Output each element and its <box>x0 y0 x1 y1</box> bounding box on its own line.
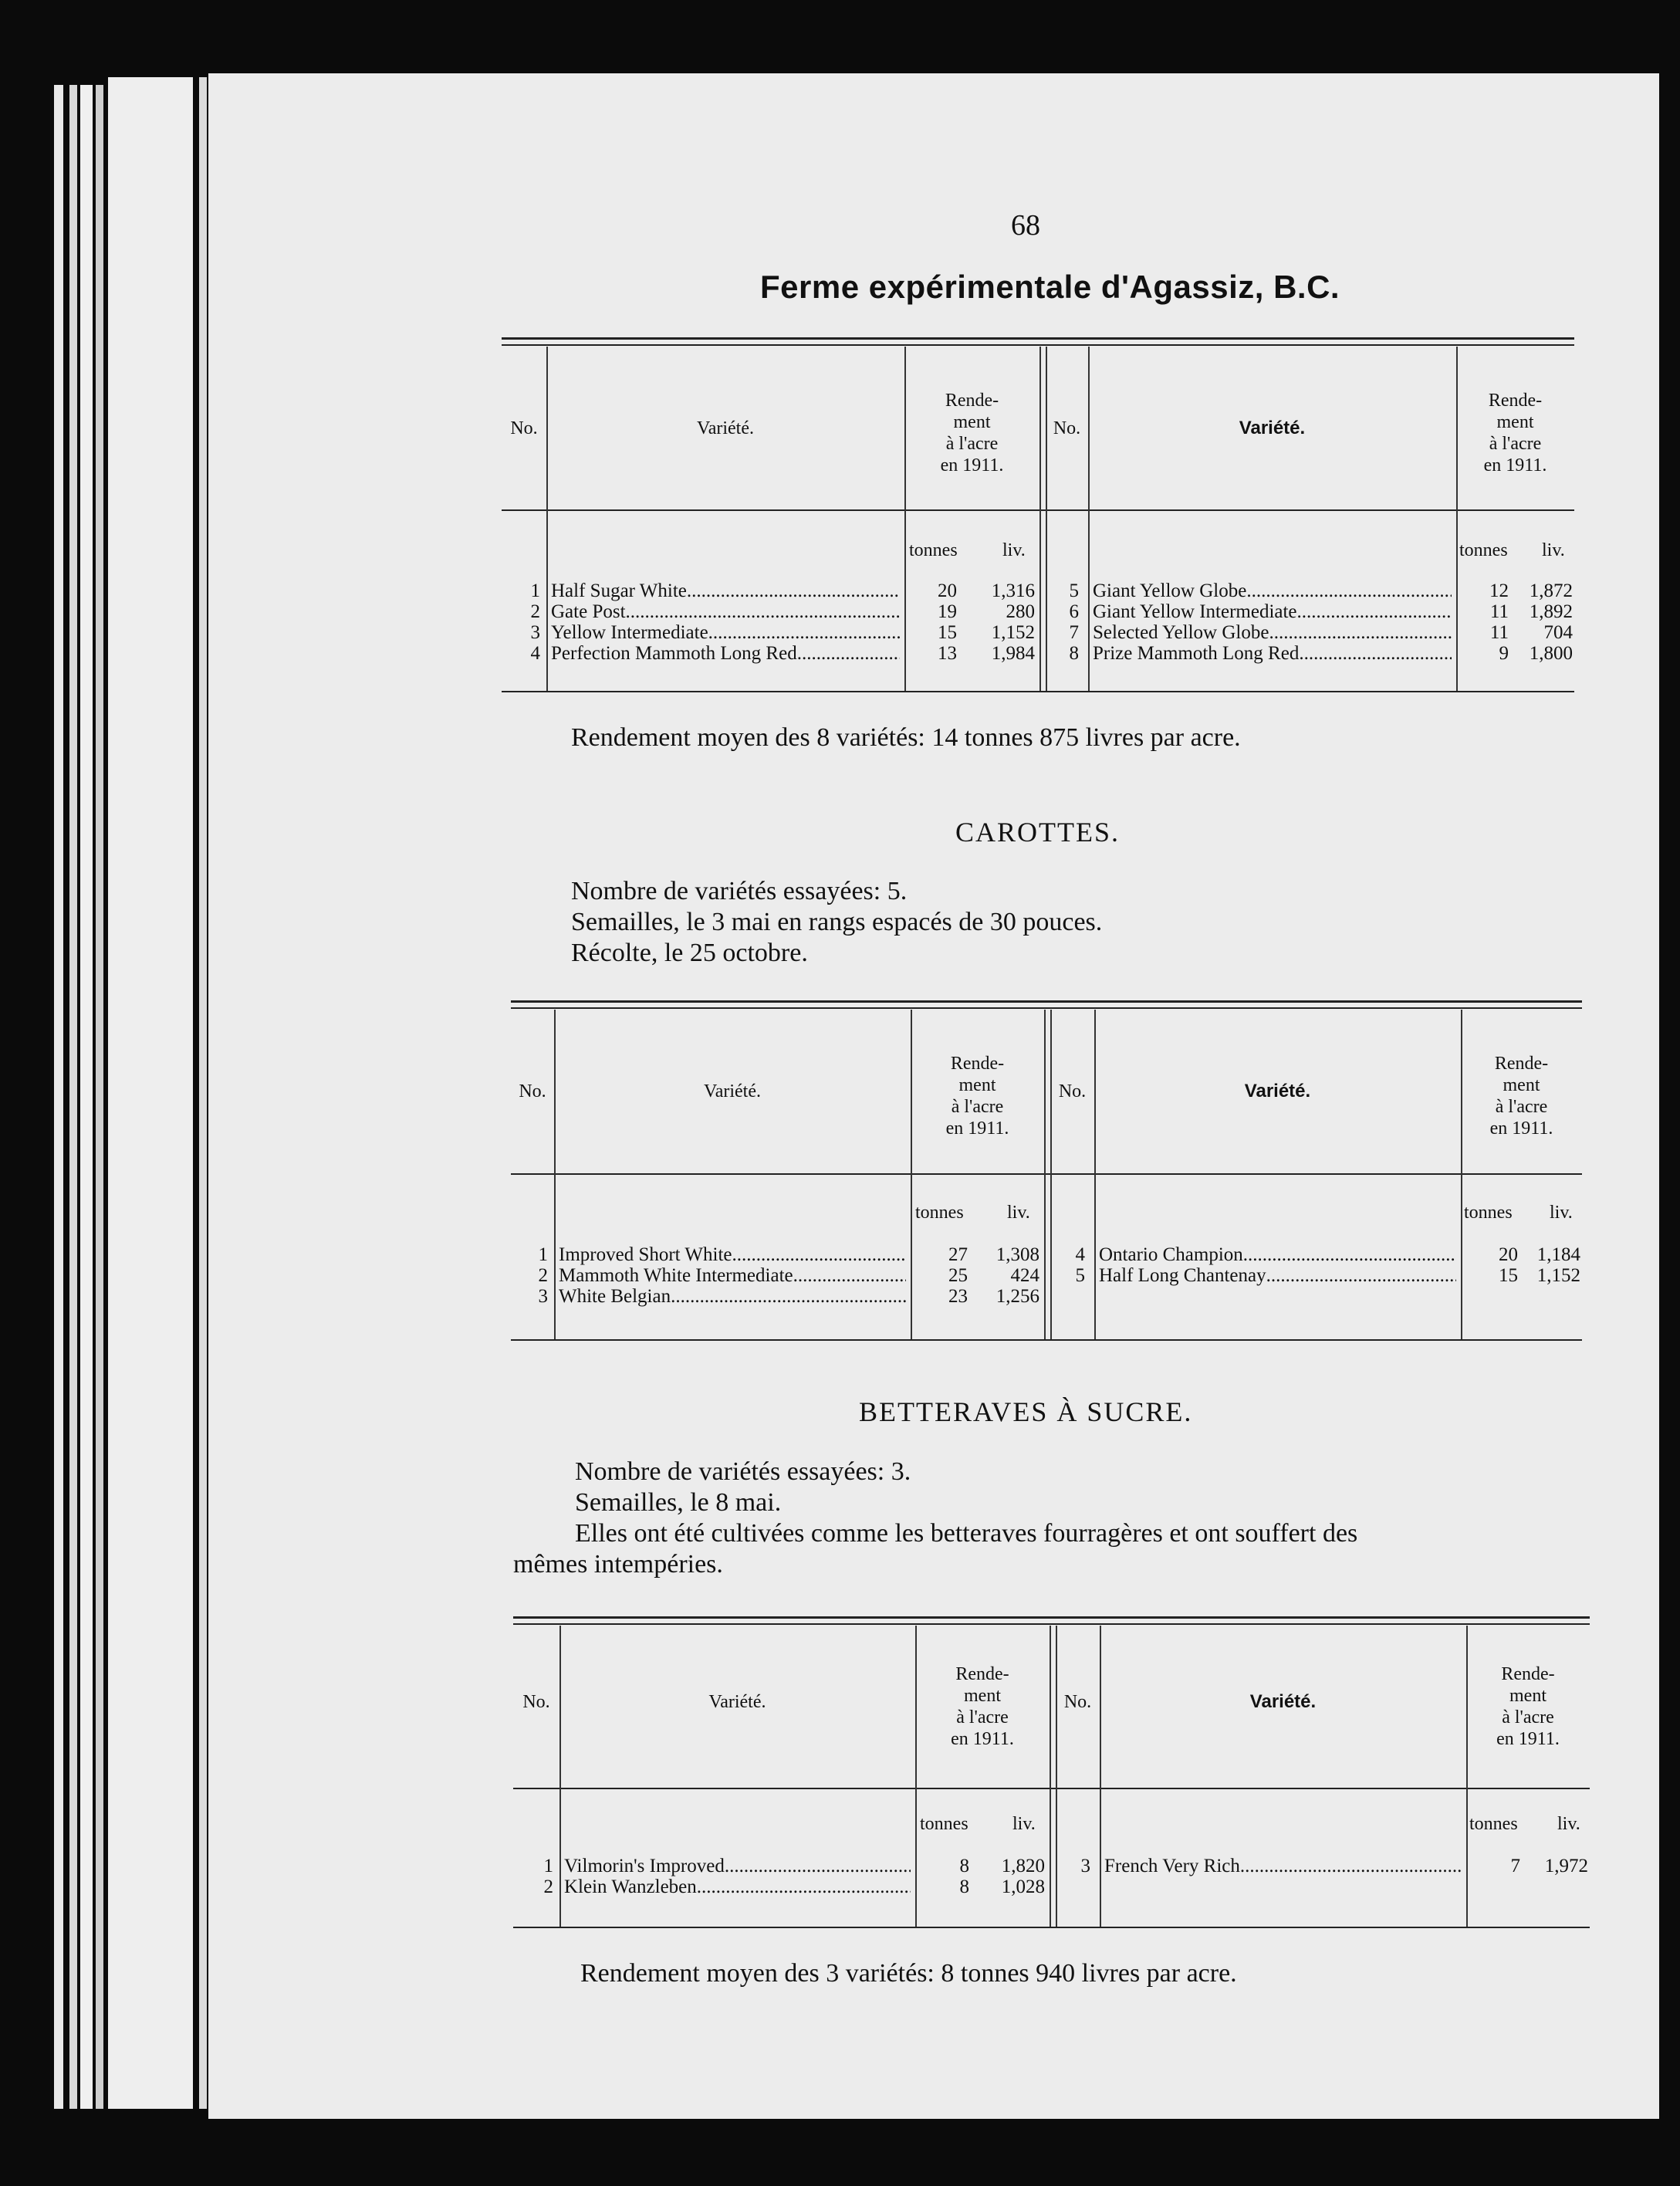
table-header-rule <box>502 509 1574 511</box>
row-liv: 1,184 <box>1536 1244 1580 1265</box>
unit-liv: liv. <box>1002 540 1026 560</box>
row-no: 6 <box>1069 601 1079 622</box>
row-variety: Klein Wanzleben..... <box>564 1876 911 1897</box>
table3-summary: Rendement moyen des 3 variétés: 8 tonnes 940 livres par acre. <box>580 1959 1237 1988</box>
header-variete: Variété. <box>1249 1691 1317 1712</box>
row-tonnes: 15 <box>1499 1265 1518 1286</box>
row-variety: Giant Yellow Intermediate..... <box>1093 601 1452 622</box>
row-no: 4 <box>530 643 540 664</box>
row-tonnes: 20 <box>1499 1244 1518 1265</box>
table-top-rule <box>502 344 1574 346</box>
row-no: 3 <box>1080 1856 1090 1876</box>
unit-liv: liv. <box>1012 1814 1036 1834</box>
unit-liv: liv. <box>1007 1203 1030 1223</box>
unit-tonnes: tonnes <box>1469 1814 1518 1834</box>
row-no: 1 <box>538 1244 548 1265</box>
table-header-rule <box>513 1788 1590 1789</box>
table-column-rule <box>1094 1010 1096 1339</box>
row-liv: 1,984 <box>991 643 1035 664</box>
header-no: No. <box>519 1081 546 1101</box>
book-edge <box>69 85 77 2109</box>
header-no: No. <box>1063 1692 1092 1712</box>
unit-tonnes: tonnes <box>1459 540 1508 560</box>
table-top-rule <box>511 1000 1582 1003</box>
header-no: No. <box>522 1692 550 1712</box>
row-variety: Yellow Intermediate..... <box>551 622 900 643</box>
book-edge <box>80 85 93 2109</box>
betteraves-line: mêmes intempéries. <box>513 1550 723 1579</box>
row-variety: Gate Post..... <box>551 601 900 622</box>
table-column-rule <box>1088 347 1090 691</box>
table-top-rule <box>513 1616 1590 1619</box>
row-no: 4 <box>1075 1244 1085 1265</box>
row-liv: 1,256 <box>995 1286 1039 1307</box>
row-no: 1 <box>543 1856 553 1876</box>
row-tonnes: 25 <box>948 1265 968 1286</box>
row-variety: French Very Rich..... <box>1104 1856 1462 1876</box>
table-column-rule <box>1044 1010 1046 1339</box>
unit-liv: liv. <box>1550 1203 1573 1223</box>
book-edge <box>199 77 207 2109</box>
section-heading-betteraves-sucre: BETTERAVES À SUCRE. <box>859 1396 1193 1427</box>
row-liv: 280 <box>1006 601 1035 622</box>
header-rendement: Rende- ment à l'acre en 1911. <box>1489 1054 1553 1139</box>
header-no: No. <box>1058 1081 1087 1101</box>
header-variete: Variété. <box>1239 418 1306 438</box>
row-tonnes: 23 <box>948 1286 968 1307</box>
header-rendement: Rende- ment à l'acre en 1911. <box>951 1664 1014 1749</box>
row-tonnes: 15 <box>938 622 957 643</box>
row-tonnes: 12 <box>1489 580 1509 601</box>
carottes-line: Semailles, le 3 mai en rangs espacés de 30 pouces. <box>571 908 1103 936</box>
table-bottom-rule <box>511 1339 1582 1341</box>
table-column-rule <box>559 1626 561 1927</box>
unit-liv: liv. <box>1557 1814 1580 1834</box>
row-variety: White Belgian..... <box>559 1286 906 1307</box>
header-rendement: Rende- ment à l'acre en 1911. <box>1496 1664 1560 1749</box>
row-liv: 1,028 <box>1001 1876 1045 1897</box>
row-liv: 1,820 <box>1001 1856 1045 1876</box>
row-no: 1 <box>530 580 540 601</box>
row-tonnes: 9 <box>1499 643 1509 664</box>
betteraves-line: Semailles, le 8 mai. <box>575 1488 782 1517</box>
book-edge <box>54 85 63 2109</box>
table-top-rule <box>502 337 1574 340</box>
table-bottom-rule <box>513 1927 1590 1928</box>
header-rendement: Rende- ment à l'acre en 1911. <box>945 1054 1009 1139</box>
table-column-rule <box>1039 347 1041 691</box>
header-variete: Variété. <box>1244 1081 1311 1101</box>
row-liv: 1,308 <box>995 1244 1039 1265</box>
row-liv: 1,152 <box>1536 1265 1580 1286</box>
row-variety: Giant Yellow Globe..... <box>1093 580 1452 601</box>
row-liv: 1,316 <box>991 580 1035 601</box>
row-tonnes: 11 <box>1489 622 1509 643</box>
row-variety: Improved Short White..... <box>559 1244 906 1265</box>
row-liv: 704 <box>1543 622 1573 643</box>
betteraves-line: Nombre de variétés essayées: 3. <box>575 1457 911 1486</box>
header-rendement: Rende- ment à l'acre en 1911. <box>1483 391 1547 475</box>
table-column-rule <box>546 347 548 691</box>
row-tonnes: 8 <box>959 1856 969 1876</box>
table1-summary: Rendement moyen des 8 variétés: 14 tonnes 875 livres par acre. <box>571 723 1241 752</box>
row-variety: Vilmorin's Improved..... <box>564 1856 911 1876</box>
row-liv: 1,872 <box>1529 580 1573 601</box>
row-no: 5 <box>1069 580 1079 601</box>
table-column-rule <box>554 1010 556 1339</box>
table-column-rule <box>1056 1626 1057 1927</box>
table-column-rule <box>1050 1626 1051 1927</box>
row-no: 3 <box>538 1286 548 1307</box>
row-no: 2 <box>538 1265 548 1286</box>
table-column-rule <box>1050 1010 1052 1339</box>
row-no: 3 <box>530 622 540 643</box>
header-variete: Variété. <box>708 1692 766 1712</box>
row-liv: 424 <box>1010 1265 1039 1286</box>
table-column-rule <box>1100 1626 1101 1927</box>
row-no: 7 <box>1069 622 1079 643</box>
table-top-rule <box>511 1007 1582 1009</box>
unit-liv: liv. <box>1542 540 1565 560</box>
row-tonnes: 8 <box>959 1876 969 1897</box>
table-bottom-rule <box>502 691 1574 692</box>
row-liv: 1,152 <box>991 622 1035 643</box>
row-variety: Mammoth White Intermediate..... <box>559 1265 906 1286</box>
page-number: 68 <box>1011 209 1040 242</box>
row-variety: Ontario Champion..... <box>1099 1244 1456 1265</box>
book-edge <box>96 85 103 2109</box>
row-tonnes: 19 <box>938 601 957 622</box>
row-tonnes: 13 <box>938 643 957 664</box>
betteraves-line: Elles ont été cultivées comme les betteraves fourragères et ont souffert des <box>575 1519 1358 1548</box>
row-tonnes: 20 <box>938 580 957 601</box>
row-no: 8 <box>1069 643 1079 664</box>
table-top-rule <box>513 1623 1590 1625</box>
row-tonnes: 11 <box>1489 601 1509 622</box>
table-header-rule <box>511 1173 1582 1175</box>
row-variety: Half Sugar White..... <box>551 580 900 601</box>
header-rendement: Rende- ment à l'acre en 1911. <box>940 391 1004 475</box>
row-no: 2 <box>530 601 540 622</box>
carottes-line: Nombre de variétés essayées: 5. <box>571 877 908 905</box>
unit-tonnes: tonnes <box>1464 1203 1513 1223</box>
row-liv: 1,892 <box>1529 601 1573 622</box>
row-variety: Prize Mammoth Long Red..... <box>1093 643 1452 664</box>
carottes-line: Récolte, le 25 octobre. <box>571 939 808 967</box>
row-tonnes: 27 <box>948 1244 968 1265</box>
row-tonnes: 7 <box>1510 1856 1520 1876</box>
unit-tonnes: tonnes <box>920 1814 968 1834</box>
book-edge <box>108 77 193 2109</box>
section-heading-carottes: CAROTTES. <box>955 817 1121 848</box>
unit-tonnes: tonnes <box>909 540 958 560</box>
header-variete: Variété. <box>697 418 754 438</box>
row-variety: Half Long Chantenay..... <box>1099 1265 1456 1286</box>
row-variety: Perfection Mammoth Long Red..... <box>551 643 900 664</box>
header-variete: Variété. <box>704 1081 761 1101</box>
header-no: No. <box>1053 418 1081 438</box>
row-no: 5 <box>1075 1265 1085 1286</box>
header-no: No. <box>510 418 538 438</box>
unit-tonnes: tonnes <box>915 1203 964 1223</box>
page-title: Ferme expérimentale d'Agassiz, B.C. <box>760 269 1340 305</box>
row-liv: 1,972 <box>1544 1856 1588 1876</box>
row-liv: 1,800 <box>1529 643 1573 664</box>
row-variety: Selected Yellow Globe..... <box>1093 622 1452 643</box>
row-no: 2 <box>543 1876 553 1897</box>
